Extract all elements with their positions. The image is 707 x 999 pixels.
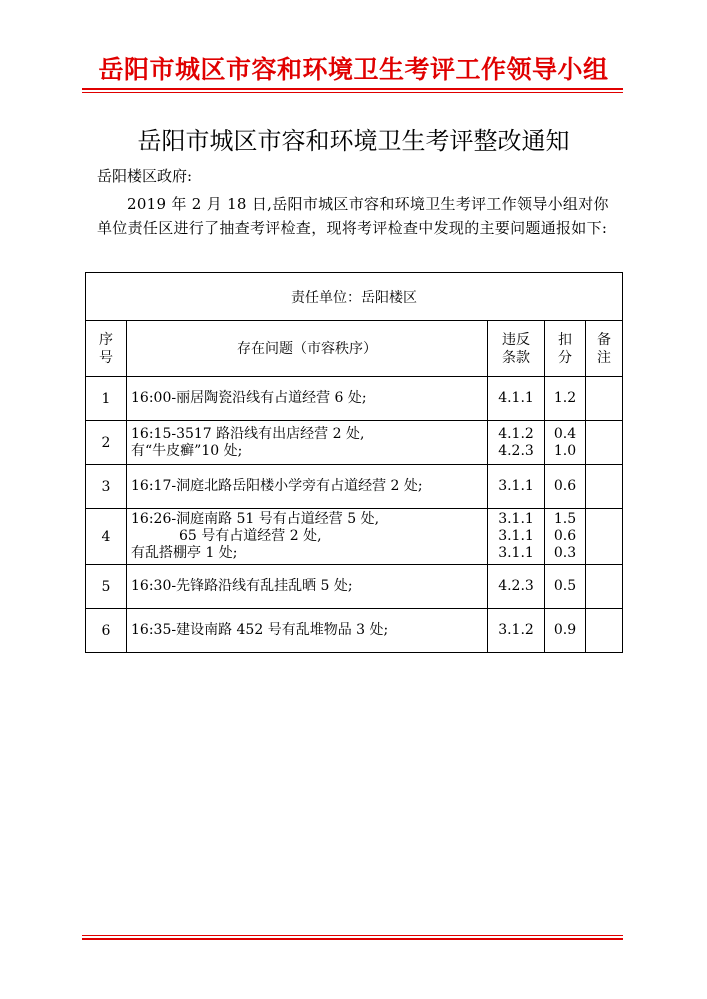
letterhead-rule-thick	[82, 88, 623, 90]
row-seq: 3	[86, 465, 127, 509]
row-clause: 4.2.3	[488, 565, 545, 609]
table-row	[86, 565, 623, 609]
table-row	[86, 377, 623, 421]
header-points: 扣 分	[545, 321, 586, 377]
row-remark	[586, 377, 623, 421]
responsible-unit: 责任单位：岳阳楼区	[86, 273, 623, 321]
row-remark	[586, 565, 623, 609]
row-seq: 5	[86, 565, 127, 609]
row-issue: 16:26-洞庭南路 51 号有占道经营 5 处, 65 号有占道经营 2 处, 有乱搭棚亭 1 处;	[127, 509, 488, 565]
header-clause: 违反 条款	[488, 321, 545, 377]
row-clause: 3.1.2	[488, 609, 545, 653]
row-issue: 16:17-洞庭北路岳阳楼小学旁有占道经营 2 处;	[127, 465, 488, 509]
row-clause: 4.1.2 4.2.3	[488, 421, 545, 465]
row-points: 0.6	[545, 465, 586, 509]
row-points: 0.5	[545, 565, 586, 609]
row-points: 1.5 0.6 0.3	[545, 509, 586, 565]
header-remark: 备 注	[586, 321, 623, 377]
row-issue: 16:35-建设南路 452 号有乱堆物品 3 处;	[127, 609, 488, 653]
table-row	[86, 509, 623, 565]
row-seq: 1	[86, 377, 127, 421]
row-remark	[586, 609, 623, 653]
table-row	[86, 421, 623, 465]
row-points: 1.2	[545, 377, 586, 421]
addressee: 岳阳楼区政府:	[97, 167, 193, 185]
row-points: 0.4 1.0	[545, 421, 586, 465]
footer-rule-thick	[82, 938, 623, 940]
table-row	[86, 609, 623, 653]
letterhead-title: 岳阳市城区市容和环境卫生考评工作领导小组	[98, 55, 609, 84]
notice-body: 2019 年 2 月 18 日,岳阳市城区市容和环境卫生考评工作领导小组对你单位责任区进行了抽查考评检查，现将考评检查中发现的主要问题通报如下:	[97, 195, 609, 237]
header-issue: 存在问题（市容秩序）	[127, 321, 488, 377]
row-seq: 4	[86, 509, 127, 565]
table-row	[86, 465, 623, 509]
row-remark	[586, 509, 623, 565]
row-seq: 2	[86, 421, 127, 465]
table-header-row	[86, 321, 623, 377]
row-remark	[586, 465, 623, 509]
row-clause: 3.1.1 3.1.1 3.1.1	[488, 509, 545, 565]
header-seq: 序 号	[86, 321, 127, 377]
row-issue: 16:15-3517 路沿线有出店经营 2 处, 有“牛皮癣”10 处;	[127, 421, 488, 465]
footer-rule-thin	[82, 935, 623, 936]
letterhead-rule-thin	[82, 92, 623, 93]
row-points: 0.9	[545, 609, 586, 653]
row-clause: 3.1.1	[488, 465, 545, 509]
row-issue: 16:30-先锋路沿线有乱挂乱晒 5 处;	[127, 565, 488, 609]
row-clause: 4.1.1	[488, 377, 545, 421]
row-issue: 16:00-丽居陶瓷沿线有占道经营 6 处;	[127, 377, 488, 421]
issues-table	[85, 272, 623, 653]
row-seq: 6	[86, 609, 127, 653]
row-remark	[586, 421, 623, 465]
notice-title: 岳阳市城区市容和环境卫生考评整改通知	[137, 127, 570, 155]
